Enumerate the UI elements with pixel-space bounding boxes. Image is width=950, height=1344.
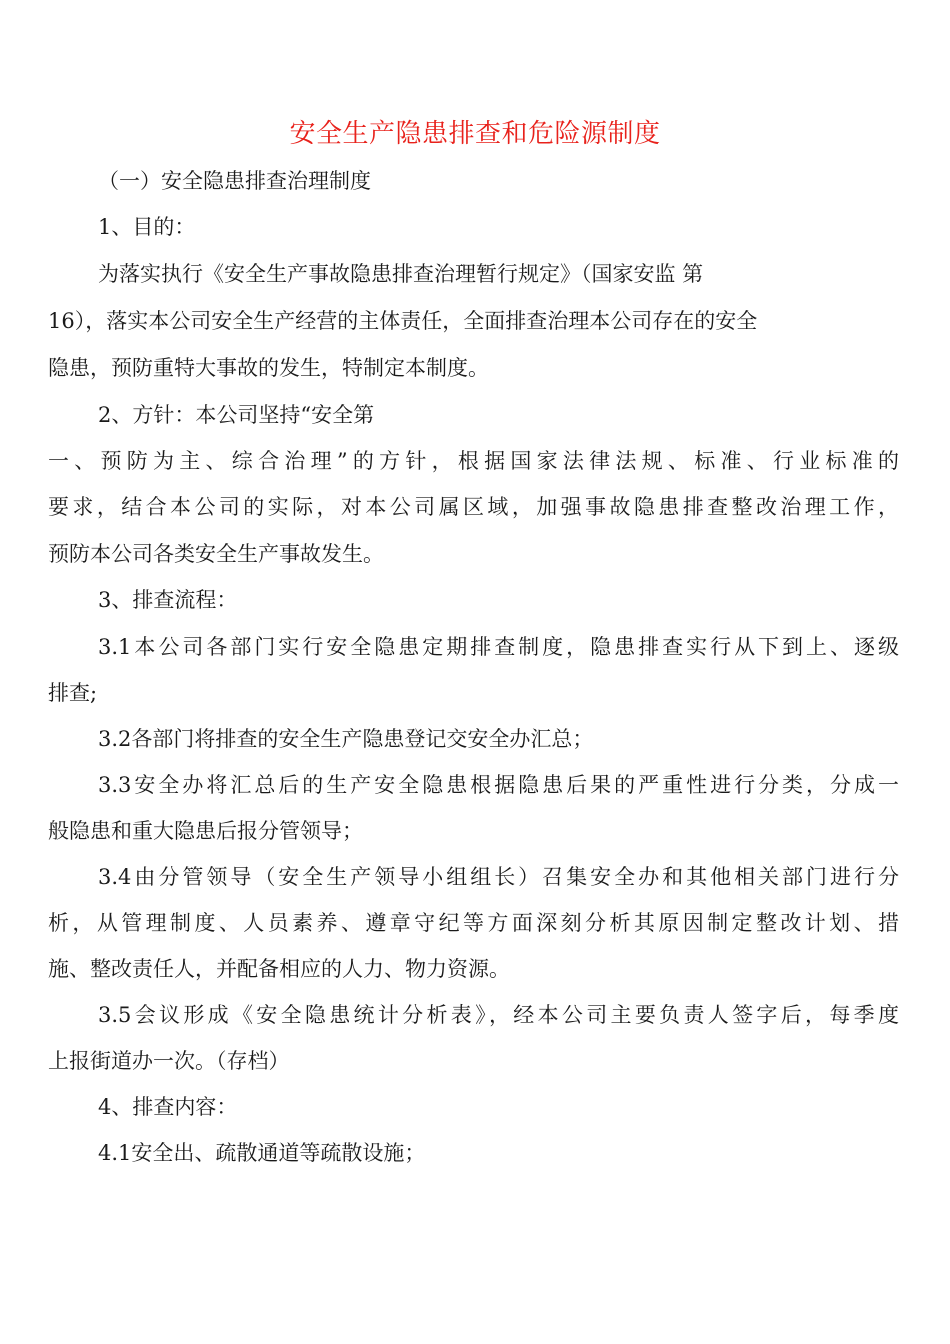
paragraph-line: 3.2各部门将排查的安全生产隐患登记交安全办汇总；: [98, 727, 594, 751]
paragraph-line: 3.3安全办将汇总后的生产安全隐患根据隐患后果的严重性进行分类，分成一: [98, 773, 899, 797]
paragraph-line: 3.4由分管领导（安全生产领导小组组长）召集安全办和其他相关部门进行分: [98, 865, 899, 889]
paragraph-line: 析，从管理制度、人员素养、遵章守纪等方面深刻分析其原因制定整改计划、措: [48, 911, 899, 935]
paragraph-line: 4.1安全出、疏散通道等疏散设施；: [98, 1141, 426, 1165]
item-heading: 2、方针：本公司坚持“安全第: [98, 403, 375, 427]
paragraph-line: 施、整改责任人，并配备相应的人力、物力资源。: [48, 957, 510, 981]
paragraph-line: 为落实执行《安全生产事故隐患排查治理暂行规定》（国家安监 第: [98, 262, 704, 286]
paragraph-line: 上报街道办一次。（存档）: [48, 1049, 290, 1073]
paragraph-line: 预防本公司各类安全生产事故发生。: [48, 542, 384, 566]
document-title: 安全生产隐患排查和危险源制度: [289, 119, 661, 149]
paragraph-line: 一、预防为主、综合治理”的方针，根据国家法律法规、标准、行业标准的: [48, 449, 899, 473]
paragraph-line: 般隐患和重大隐患后报分管领导；: [48, 819, 363, 843]
paragraph-line: 16），落实本公司安全生产经营的主体责任，全面排查治理本公司存在的安全: [48, 309, 758, 333]
paragraph-line: 3.5会议形成《安全隐患统计分析表》，经本公司主要负责人签字后，每季度: [98, 1003, 899, 1027]
section-heading: （一）安全隐患排查治理制度: [98, 169, 371, 193]
item-heading: 3、排查流程：: [98, 588, 238, 612]
item-heading: 4、排查内容：: [98, 1095, 238, 1119]
item-heading: 1、目的：: [98, 215, 196, 239]
paragraph-line: 要求，结合本公司的实际，对本公司属区域，加强事故隐患排查整改治理工作，: [48, 495, 899, 519]
paragraph-line: 排查;: [48, 681, 98, 705]
paragraph-line: 隐患，预防重特大事故的发生，特制定本制度。: [48, 356, 489, 380]
paragraph-line: 3.1本公司各部门实行安全隐患定期排查制度，隐患排查实行从下到上、逐级: [98, 635, 899, 659]
